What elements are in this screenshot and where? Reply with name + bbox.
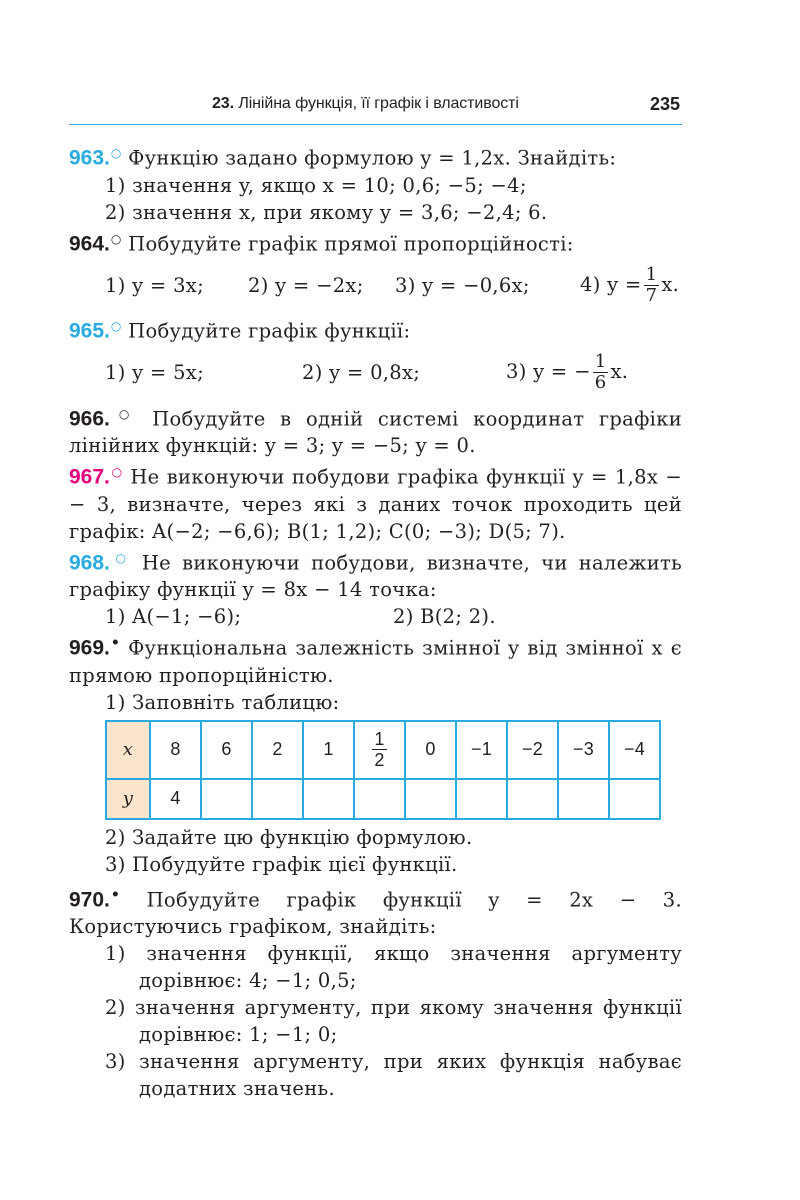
level-dot-icon: •: [110, 886, 121, 903]
exercise-969: [69, 630, 682, 689]
table-cell-empty[interactable]: [507, 779, 558, 819]
exercise-item: 1) Заповніть таблицю:: [105, 690, 340, 714]
exercise-item: 1) значення функції, якщо значення аргументу дорівнює: 4; −1; 0,5;: [105, 942, 682, 992]
exercise-number: 968.: [69, 551, 110, 574]
table-cell: 4: [150, 779, 201, 819]
table-cell: −3: [558, 721, 609, 779]
item-prefix: 3) y = −: [506, 360, 591, 383]
exercise-965: [69, 313, 682, 345]
fraction: [644, 265, 660, 306]
item-suffix: x.: [610, 360, 629, 383]
table-cell: 8: [150, 721, 201, 779]
level-dot-icon: •: [110, 635, 121, 651]
table-cell-empty[interactable]: [558, 779, 609, 819]
chapter-title: [212, 95, 519, 113]
exercise-text: Побудуйте графік функції:: [128, 319, 411, 343]
exercise-number: 964.: [69, 232, 110, 255]
table-cell-empty[interactable]: [201, 779, 252, 819]
page-header: [69, 90, 682, 125]
exercise-970: [69, 882, 682, 941]
level-circle-icon: ○: [110, 550, 131, 565]
exercise-item: 1) y = 5x;: [105, 361, 204, 384]
exercises: [69, 140, 682, 1102]
table-cell: [354, 721, 405, 779]
table-header-y: y: [106, 779, 150, 819]
table-cell-empty[interactable]: [303, 779, 354, 819]
values-table: [105, 720, 661, 820]
exercise-item: 2) y = −2x;: [248, 273, 364, 297]
exercise-number: 966.: [69, 407, 110, 430]
item-prefix: 4) y =: [580, 272, 642, 296]
exercise-text: Побудуйте в одній системі координат графіки лінійних функцій: y = 3; y = −5; y = 0.: [69, 407, 682, 457]
table-cell: −2: [507, 721, 558, 779]
exercise-text: Функціональна залежність змінної y від змінної x є прямою пропорційністю.: [69, 636, 682, 687]
numerator: 1: [594, 351, 607, 372]
exercise-item: 1) значення y, якщо x = 10; 0,6; −5; −4;: [105, 173, 527, 197]
table-header-x: x: [106, 721, 150, 779]
exercise-item: 2) значення аргументу, при якому значення функції дорівнює: 1; −1; 0;: [105, 996, 682, 1046]
answer-row: [69, 345, 682, 401]
level-circle-icon: ○: [110, 406, 138, 421]
page-number: 235: [649, 94, 680, 114]
level-circle-icon: ○: [110, 465, 124, 479]
table-cell: −4: [609, 721, 660, 779]
exercise-968: [69, 545, 682, 604]
exercise-item: 3) y = −0,6x;: [395, 273, 530, 297]
chapter-number: 23.: [212, 95, 234, 112]
exercise-964: [69, 226, 682, 258]
table-cell-empty[interactable]: [456, 779, 507, 819]
table-cell-empty[interactable]: [252, 779, 303, 819]
exercise-number: 967.: [69, 465, 110, 489]
fraction-half: [372, 729, 386, 770]
level-circle-icon: ○: [110, 231, 122, 246]
table-cell: 0: [405, 721, 456, 779]
exercise-text: Побудуйте графік функції y = 2x − 3. Користуючись графіком, знайдіть:: [69, 888, 683, 938]
denominator: 2: [374, 750, 385, 770]
exercise-item: 2) B(2; 2).: [393, 605, 496, 628]
table-row-y: [106, 779, 660, 819]
exercise-item: [580, 265, 679, 306]
item-suffix: x.: [661, 272, 680, 296]
table-cell: 2: [252, 721, 303, 779]
table-cell-empty[interactable]: [609, 779, 660, 819]
table-cell-empty[interactable]: [405, 779, 456, 819]
exercise-number: 963.: [69, 146, 110, 170]
exercise-item: 3) значення аргументу, при яких функція набуває додатних значень.: [105, 1050, 682, 1100]
exercise-item: 2) y = 0,8x;: [302, 361, 421, 384]
numerator: 1: [374, 729, 385, 749]
exercise-item: 2) значення x, при якому y = 3,6; −2,4; 6.: [105, 200, 548, 224]
table-cell: 6: [201, 721, 252, 779]
exercise-967: [69, 459, 682, 545]
level-circle-icon: ○: [110, 146, 122, 160]
exercise-text: Функцію задано формулою y = 1,2x. Знайдіть:: [128, 146, 617, 170]
level-circle-icon: ○: [110, 319, 122, 333]
answer-row: [69, 257, 682, 313]
exercise-text: Не виконуючи побудови графіка функції y = 1,8x − − 3, визначте, через які з даних точок проходить цей графік: A(−2; −6,6); B(1; 1,2); C(0; −3); D(5; 7).: [69, 465, 683, 543]
exercise-item: 2) Задайте цю функцію формулою.: [105, 825, 473, 849]
exercise-text: Побудуйте графік прямої пропорційності:: [128, 232, 574, 255]
exercise-number: 970.: [69, 888, 110, 911]
table-row-x: [106, 721, 660, 779]
fraction: [593, 352, 609, 393]
exercise-item: 1) y = 3x;: [105, 273, 204, 297]
exercise-966: [69, 401, 682, 460]
exercise-963: [69, 140, 682, 172]
exercise-text: Не виконуючи побудови, визначте, чи належить графіку функції y = 8x − 14 точка:: [69, 551, 683, 601]
table-cell-empty[interactable]: [354, 779, 405, 819]
exercise-number: 965.: [69, 319, 110, 343]
answer-row: [69, 603, 682, 630]
denominator: 6: [594, 372, 607, 393]
exercise-number: 969.: [69, 636, 110, 660]
exercise-item: 1) A(−1; −6);: [105, 605, 242, 628]
table-cell: 1: [303, 721, 354, 779]
exercise-item: 3) Побудуйте графік цієї функції.: [105, 852, 458, 876]
denominator: 7: [645, 284, 658, 306]
numerator: 1: [645, 263, 658, 285]
table-cell: −1: [456, 721, 507, 779]
chapter-title-text: Лінійна функція, її графік і властивості: [238, 95, 519, 112]
exercise-item: [506, 352, 628, 393]
